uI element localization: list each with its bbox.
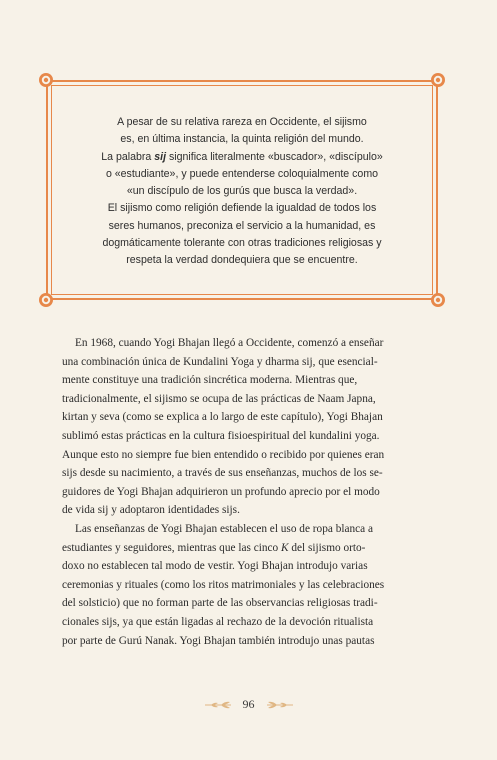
text-line: sublimó estas prácticas en la cultura fisioespiritual del kundalini yoga. bbox=[62, 429, 380, 442]
leaf-ornament-left-icon bbox=[203, 700, 233, 710]
callout-line: respeta la verdad dondequiera que se encuentre. bbox=[126, 254, 358, 267]
page-footer bbox=[0, 694, 497, 712]
body-text bbox=[62, 334, 434, 650]
text-line: ceremonias y rituales (como los ritos matrimoniales y las celebraciones bbox=[62, 578, 385, 591]
text-line: guidores de Yogi Bhajan adquirieron un profundo aprecio por el modo bbox=[62, 485, 380, 498]
corner-flower-icon bbox=[38, 292, 54, 308]
callout-line: dogmáticamente tolerante con otras tradiciones religiosas y bbox=[102, 237, 382, 250]
leaf-ornament-right-icon bbox=[265, 700, 295, 710]
callout-line: o «estudiante», y puede entenderse coloquialmente como bbox=[105, 167, 379, 180]
callout-line: El sijismo como religión defiende la igualdad de todos los bbox=[107, 202, 377, 215]
callout-text bbox=[70, 114, 414, 270]
text-line: En 1968, cuando Yogi Bhajan llegó a Occidente, comenzó a enseñar bbox=[75, 337, 384, 349]
callout-line: es, en última instancia, la quinta religión del mundo. bbox=[120, 133, 364, 146]
corner-flower-icon bbox=[430, 292, 446, 308]
page-number: 96 bbox=[242, 697, 255, 711]
text-line: kirtan y seva (como se explica a lo largo de este capítulo), Yogi Bhajan bbox=[62, 411, 383, 424]
callout-line: La palabra sij significa literalmente «buscador», «discípulo» bbox=[101, 150, 383, 163]
text-line: una combinación única de Kundalini Yoga y dharma sij, que esencial- bbox=[62, 355, 378, 368]
text-line: Aunque esto no siempre fue bien entendido o recibido por quienes eran bbox=[62, 448, 385, 461]
text-line: estudiantes y seguidores, mientras que las cinco K del sijismo orto- bbox=[62, 541, 366, 554]
corner-flower-icon bbox=[38, 72, 54, 88]
text-line: del solsticio) que no forman parte de las observancias religiosas tradi- bbox=[62, 597, 378, 610]
text-line: mente constituye una tradición sincrética moderna. Mientras que, bbox=[62, 374, 358, 387]
callout-line: «un discípulo de los gurús que busca la verdad». bbox=[126, 185, 358, 198]
callout-box bbox=[46, 80, 438, 300]
text-line: Las enseñanzas de Yogi Bhajan establecen el uso de ropa blanca a bbox=[75, 522, 374, 535]
text-line: sijs desde su nacimiento, a través de sus enseñanzas, muchos de los se- bbox=[62, 467, 383, 480]
emphasized-word: sij bbox=[154, 150, 167, 163]
text-line: doxo no establecen tal modo de vestir. Yogi Bhajan introdujo varias bbox=[62, 560, 368, 573]
callout-line: A pesar de su relativa rareza en Occidente, el sijismo bbox=[117, 116, 367, 128]
paragraph bbox=[62, 334, 434, 520]
emphasized-letter: K bbox=[280, 541, 289, 554]
text-line: por parte de Gurú Nanak. Yogi Bhajan también introdujo unas pautas bbox=[62, 634, 375, 647]
callout-line: seres humanos, preconiza el servicio a la humanidad, es bbox=[108, 219, 376, 232]
paragraph bbox=[62, 520, 434, 650]
text-line: tradicionalmente, el sijismo se ocupa de las prácticas de Naam Japna, bbox=[62, 392, 376, 405]
text-line: cionales sijs, ya que están ligadas al rechazo de la devoción ritualista bbox=[62, 615, 374, 628]
text-line: de vida sij y adoptaron identidades sijs. bbox=[62, 504, 240, 517]
corner-flower-icon bbox=[430, 72, 446, 88]
